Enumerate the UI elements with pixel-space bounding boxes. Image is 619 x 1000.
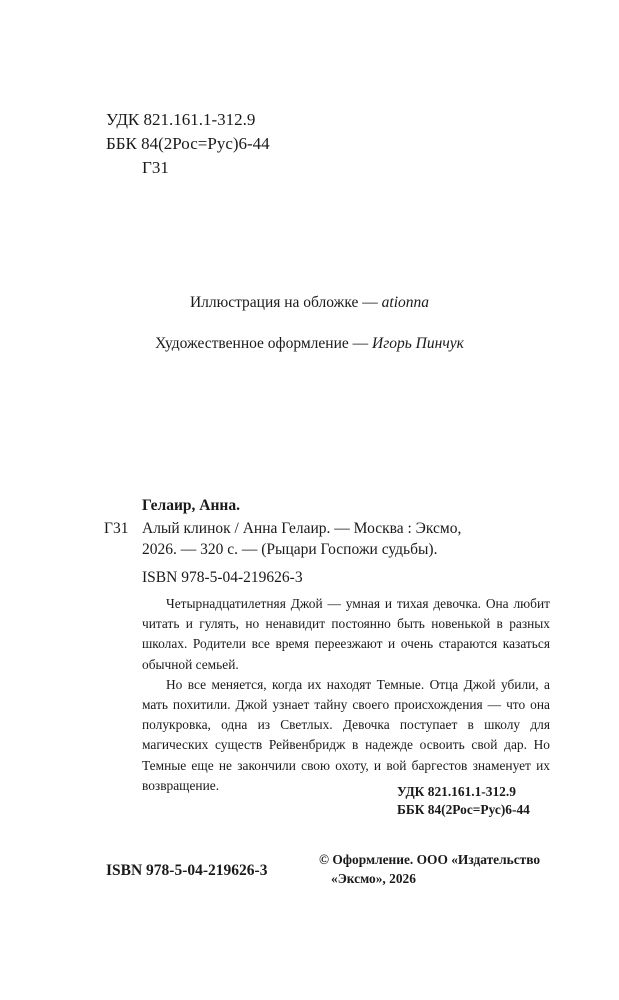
catalog-isbn: ISBN 978-5-04-219626-3 xyxy=(142,569,303,586)
catalog-title-line: 2026. — 320 с. — (Рыцари Госпожи судьбы). xyxy=(142,541,438,558)
copyright-line: © Оформление. ООО «Издательство xyxy=(319,852,541,867)
copyright-line: «Эксмо», 2026 xyxy=(331,871,416,886)
cover-illustrator-name: ationna xyxy=(381,294,430,311)
designer-name: Игорь Пинчук xyxy=(372,335,464,352)
design-label: Художественное оформление — xyxy=(155,335,369,352)
design-credit xyxy=(0,335,619,353)
cover-illustration-credit xyxy=(0,294,619,312)
udk-code-bottom: УДК 821.161.1-312.9 xyxy=(397,784,516,799)
bbk-code-bottom: ББК 84(2Рос=Рус)6-44 xyxy=(397,802,530,817)
annotation xyxy=(142,594,550,796)
catalog-title-line: Алый клинок / Анна Гелаир. — Москва : Эксмо, xyxy=(142,520,462,537)
annotation-paragraph: Но все меняется, когда их находят Темные. Отца Джой убили, а мать похитили. Джой узнает тайну своего происхождения — что она полукровка, одна из Светлых. Девочка поступает в школу для магических существ Рейвенбридж в надежде освоить свой дар. Но Темные еще не закончили свою охоту, и вой баргестов знаменует их возвращение. xyxy=(142,676,550,793)
bbk-code: ББК 84(2Рос=Рус)6-44 xyxy=(106,134,270,153)
author-mark: Г31 xyxy=(142,158,169,177)
annotation-paragraph: Четырнадцатилетняя Джой — умная и тихая девочка. Она любит читать и гулять, но ненавидит постоянно быть новенькой в разных школах. Родители все время переезжают и очень стараются казаться обычной семьей. xyxy=(142,596,550,672)
catalog-author-heading: Гелаир, Анна. xyxy=(142,497,240,514)
catalog-author-mark: Г31 xyxy=(104,520,129,537)
cover-illustration-label: Иллюстрация на обложке — xyxy=(189,294,378,311)
footer-isbn: ISBN 978-5-04-219626-3 xyxy=(106,862,268,879)
udk-code: УДК 821.161.1-312.9 xyxy=(106,110,256,129)
